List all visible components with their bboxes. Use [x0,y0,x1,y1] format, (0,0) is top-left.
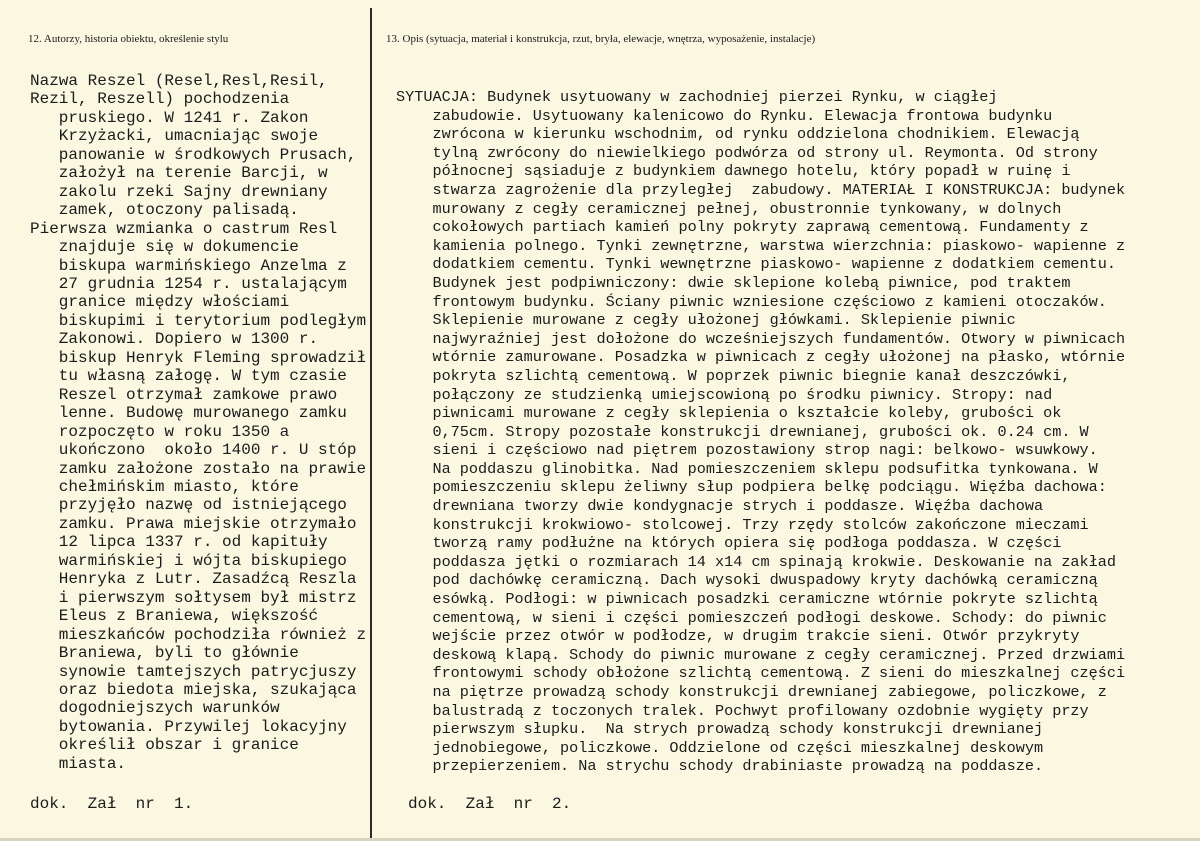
text-line: jednobiegowe, policzkowe. Oddzielone od części mieszkalnej deskowym [396,738,1044,757]
text-line: frontowym budynku. Ściany piwnic wzniesione częściowo z kamieni otoczaków. [396,292,1107,311]
text-line: znajduje się w dokumencie [30,238,299,257]
text-line: SYTUACJA: Budynek usytuowany w zachodniej pierzei Rynku, w ciągłej [396,88,998,106]
text-line: synowie tamtejszych patrycjuszy [30,662,357,681]
text-line: drewniana tworzy dwie kondygnacje strych i poddasze. Więźba dachowa [396,497,1044,516]
text-line: biskupimi i terytorium podległym [30,311,367,330]
text-line: zamek, otoczony palisadą. [30,201,299,220]
text-line: wtórnie zamurowane. Posadzka w piwnicach z cegły ułożonej na płasko, wtórnie [396,348,1126,367]
text-line: dogodniejszych warunków [30,699,280,718]
text-line: lenne. Budowę murowanego zamku [30,404,347,423]
text-line: 12 lipca 1337 r. od kapituły [30,533,328,552]
text-line: murowany z cegły ceramicznej pełnej, obustronnie tynkowany, w dolnych [396,199,1062,218]
text-line: Henryka z Lutr. Zasadźcą Reszla [30,570,357,589]
text-line: oraz biedota miejska, szukająca [30,680,357,699]
text-line: biskupa warmińskiego Anzelma z [30,256,347,275]
text-line: przepierzeniem. Na strychu schody drabiniaste prowadzą na poddasze. [396,757,1044,776]
text-line: połączony ze studzienką umiejscowioną po środku piwnicy. Stropy: nad [396,385,1053,404]
text-line: pruskiego. W 1241 r. Zakon [30,108,309,127]
text-line: biskup Henryk Fleming sprowadził [30,348,367,367]
text-line: 27 grudnia 1254 r. ustalającym [30,274,347,293]
text-line: założył na terenie Barcji, w [30,164,328,183]
text-line: balustradą z toczonych tralek. Pochwyt profilowany ozdobnie wygięty przy [396,701,1089,720]
text-line: zabudowie. Usytuowany kalenicowo do Rynku. Elewacja frontowa budynku [396,106,1053,125]
text-line: sieni i częściowo nad piętrem pozostawiony strop nagi: belkowo- wsuwkowy. [396,441,1098,460]
text-line: miasta. [30,754,127,773]
text-line: esówką. Podłogi: w piwnicach posadzki ceramiczne wtórnie pokryte szlichtą [396,590,1098,609]
text-line: chełmińskim miasto, które [30,477,299,496]
text-line: Rezil, Reszell) pochodzenia [30,90,290,109]
text-line: rozpoczęto w roku 1350 a [30,422,290,441]
text-line: ukończono około 1400 r. U stóp [30,441,357,460]
text-line: Sklepienie murowane z cegły ułożonej główkami. Sklepienie piwnic [396,311,1016,330]
text-line: Nazwa Reszel (Resel,Resl,Resil, [30,72,328,90]
text-line: konstrukcji krokwiowo- stolcowej. Trzy rzędy stolców zakończone mieczami [396,515,1089,534]
text-line: Reszel otrzymał zamkowe prawo [30,385,338,404]
text-line: pod dachówkę ceramiczną. Dach wysoki dwuspadowy kryty dachówką ceramiczną [396,571,1098,590]
text-line: 0,75cm. Stropy pozostałe konstrukcji drewnianej, grubości ok. 0.24 cm. W [396,422,1089,441]
text-line: zamku. Prawa miejskie otrzymało [30,514,357,533]
text-line: dodatkiem cementu. Tynki wewnętrzne piaskowo- wapienne z dodatkiem cementu. [396,255,1117,274]
text-line: Na poddaszu glinobitka. Nad pomieszczeniem sklepu podsufitka tynkowana. W [396,459,1098,478]
text-line: bytowania. Przywilej lokacyjny [30,717,347,736]
text-line: frontowymi schody obłożone szlichtą cementową. Z sieni do mieszkalnej części [396,664,1126,683]
left-column-header: 12. Autorzy, historia obiektu, określenie stylu [28,33,229,45]
text-line: pokryta szlichtą cementową. W poprzek piwnic biegnie kanał deszczówki, [396,366,1071,385]
description-text [396,88,1166,776]
text-line: północnej sąsiaduje z budynkiem dawnego hotelu, który popadł w ruinę i [396,162,1071,181]
right-column-header: 13. Opis (sytuacja, materiał i konstrukcja, rzut, bryła, elewacje, wnętrza, wyposażenie, instalacje) [386,33,816,45]
text-line: przyjęło nazwę od istniejącego [30,496,347,515]
text-line: tu własną załogę. W tym czasie [30,367,347,386]
text-line: pierwszym słupku. Na strych prowadzą schody konstrukcji drewnianej [396,720,1044,739]
text-line: wejście przez otwór w podłodze, w drugim trakcie sieni. Otwór przykryty [396,627,1080,646]
text-line: i pierwszym sołtysem był mistrz [30,588,357,607]
text-line: mieszkańców pochodziła również z [30,625,367,644]
text-line: Zakonowi. Dopiero w 1300 r. [30,330,319,349]
history-text [30,72,365,773]
text-line: Braniewa, byli to głównie [30,644,299,663]
text-line: warmińskiej i wójta biskupiego [30,551,347,570]
text-line: Eleus z Braniewa, większość [30,607,319,626]
right-footer-attachment-note: dok. Zał nr 2. [408,795,572,813]
text-line: tylną zwrócony do niewielkiego podwórza od strony ul. Reymonta. Od strony [396,143,1098,162]
text-line: cementową, w sieni i części pomieszczeń podłogi deskowe. Schody: do piwnic [396,608,1107,627]
left-footer-attachment-note: dok. Zał nr 1. [30,795,194,813]
text-line: tworzą ramy podłużne na których opiera się podłoga poddasza. W części [396,534,1062,553]
text-line: deskową klapą. Schody do piwnic murowane z cegły ceramicznej. Przed drzwiami [396,645,1126,664]
text-line: najwyraźniej jest dołożone do wcześniejszych fundamentów. Otwory w piwnicach [396,329,1126,348]
text-line: zwrócona w kierunku wschodnim, od rynku oddzielona chodnikiem. Elewacją [396,125,1080,144]
text-line: piwnicami murowane z cegły sklepienia o kształcie koleby, grubości ok [396,404,1062,423]
text-line: granice między włościami [30,293,290,312]
text-line: poddasza jętki o rozmiarach 14 x14 cm spinają krokwie. Deskowanie na zakład [396,552,1117,571]
text-line: pomieszczeniu sklepu żeliwny słup podpiera belkę podciągu. Więźba dachowa: [396,478,1107,497]
text-line: cokołowych partiach kamień polny pokryty zaprawą cementową. Fundamenty z [396,218,1089,237]
text-line: na piętrze prowadzą schody konstrukcji drewnianej zabiegowe, policzkowe, z [396,683,1107,701]
text-line: Pierwsza wzmianka o castrum Resl [30,219,338,238]
text-line: określił obszar i granice [30,736,299,755]
text-line: stwarza zagrożenie dla przyległej zabudowy. MATERIAŁ I KONSTRUKCJA: budynek [396,180,1126,199]
column-divider [370,8,372,841]
text-line: Krzyżacki, umacniając swoje [30,127,319,146]
text-line: zamku założone zostało na prawie [30,459,367,478]
text-line: zakolu rzeki Sajny drewniany [30,182,328,201]
text-line: kamienia polnego. Tynki zewnętrzne, warstwa wierzchnia: piaskowo- wapienne z [396,236,1126,255]
text-line: panowanie w środkowych Prusach, [30,145,357,164]
text-line: Budynek jest podpiwniczony: dwie sklepione kolebą piwnice, pod traktem [396,273,1071,292]
